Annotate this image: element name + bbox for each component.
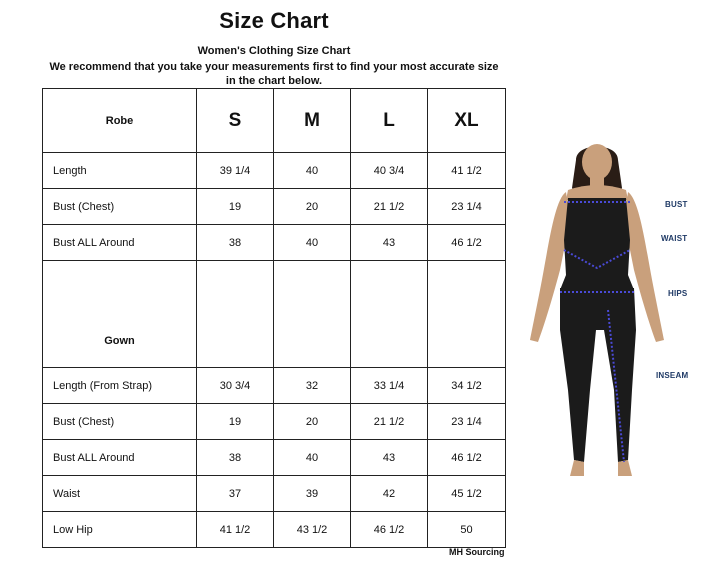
inseam-label: INSEAM xyxy=(656,371,689,380)
chart-subtitle: Women's Clothing Size Chart xyxy=(197,45,351,57)
table-cell: 41 1/2 xyxy=(428,153,506,189)
row-label: Bust (Chest) xyxy=(43,189,197,225)
table-cell: 30 3/4 xyxy=(197,368,274,404)
table-cell: 19 xyxy=(197,404,274,440)
page-title: Size Chart xyxy=(219,8,329,33)
table-cell-empty xyxy=(197,261,274,368)
table-cell: 23 1/4 xyxy=(428,189,506,225)
table-cell: 21 1/2 xyxy=(351,189,428,225)
table-cell: 42 xyxy=(351,476,428,512)
table-cell: 19 xyxy=(197,189,274,225)
table-cell: 46 1/2 xyxy=(351,512,428,548)
table-cell: 38 xyxy=(197,440,274,476)
table-cell: 50 xyxy=(428,512,506,548)
table-cell: 20 xyxy=(274,189,351,225)
table-cell: 43 1/2 xyxy=(274,512,351,548)
table-row xyxy=(43,153,506,189)
table-cell: 23 1/4 xyxy=(428,404,506,440)
left-foot-shape xyxy=(570,460,584,476)
size-header-s: S xyxy=(197,89,274,153)
table-row xyxy=(43,225,506,261)
row-label: Low Hip xyxy=(43,512,197,548)
measurement-figure xyxy=(518,140,678,485)
table-cell-empty xyxy=(428,261,506,368)
table-cell: 46 1/2 xyxy=(428,225,506,261)
size-header-m: M xyxy=(274,89,351,153)
size-header-xl: XL xyxy=(428,89,506,153)
table-row xyxy=(43,440,506,476)
table-cell: 40 xyxy=(274,225,351,261)
bust-label: BUST xyxy=(665,200,688,209)
table-cell: 32 xyxy=(274,368,351,404)
table-cell: 20 xyxy=(274,404,351,440)
table-cell: 45 1/2 xyxy=(428,476,506,512)
table-cell: 40 xyxy=(274,153,351,189)
row-label: Waist xyxy=(43,476,197,512)
source-credit: MH Sourcing xyxy=(449,547,505,557)
size-header-row xyxy=(43,89,506,153)
size-header-l: L xyxy=(351,89,428,153)
table-cell: 43 xyxy=(351,440,428,476)
head-shape xyxy=(582,144,612,180)
table-cell: 39 xyxy=(274,476,351,512)
table-cell: 33 1/4 xyxy=(351,368,428,404)
measurement-note: We recommend that you take your measurements first to find your most accurate size in the chart below. xyxy=(49,61,499,87)
table-cell: 21 1/2 xyxy=(351,404,428,440)
table-cell: 46 1/2 xyxy=(428,440,506,476)
right-foot-shape xyxy=(618,460,632,476)
table-cell: 40 3/4 xyxy=(351,153,428,189)
table-row xyxy=(43,368,506,404)
gown-section-label: Gown xyxy=(43,261,197,368)
table-cell: 37 xyxy=(197,476,274,512)
row-label: Bust ALL Around xyxy=(43,225,197,261)
table-cell: 34 1/2 xyxy=(428,368,506,404)
gown-section-row xyxy=(43,261,506,368)
table-cell-empty xyxy=(274,261,351,368)
table-cell: 38 xyxy=(197,225,274,261)
table-row xyxy=(43,512,506,548)
table-row xyxy=(43,476,506,512)
table-cell: 39 1/4 xyxy=(197,153,274,189)
table-cell: 41 1/2 xyxy=(197,512,274,548)
row-label: Bust (Chest) xyxy=(43,404,197,440)
table-row xyxy=(43,189,506,225)
table-cell: 43 xyxy=(351,225,428,261)
size-chart-table xyxy=(42,88,506,548)
leggings-shape xyxy=(560,288,636,462)
waist-label: WAIST xyxy=(661,234,688,243)
row-label: Bust ALL Around xyxy=(43,440,197,476)
row-label: Length (From Strap) xyxy=(43,368,197,404)
table-cell: 40 xyxy=(274,440,351,476)
row-label: Length xyxy=(43,153,197,189)
table-row xyxy=(43,404,506,440)
camisole-shape xyxy=(560,198,634,290)
robe-section-label: Robe xyxy=(43,89,197,153)
table-cell-empty xyxy=(351,261,428,368)
hips-label: HIPS xyxy=(668,289,688,298)
